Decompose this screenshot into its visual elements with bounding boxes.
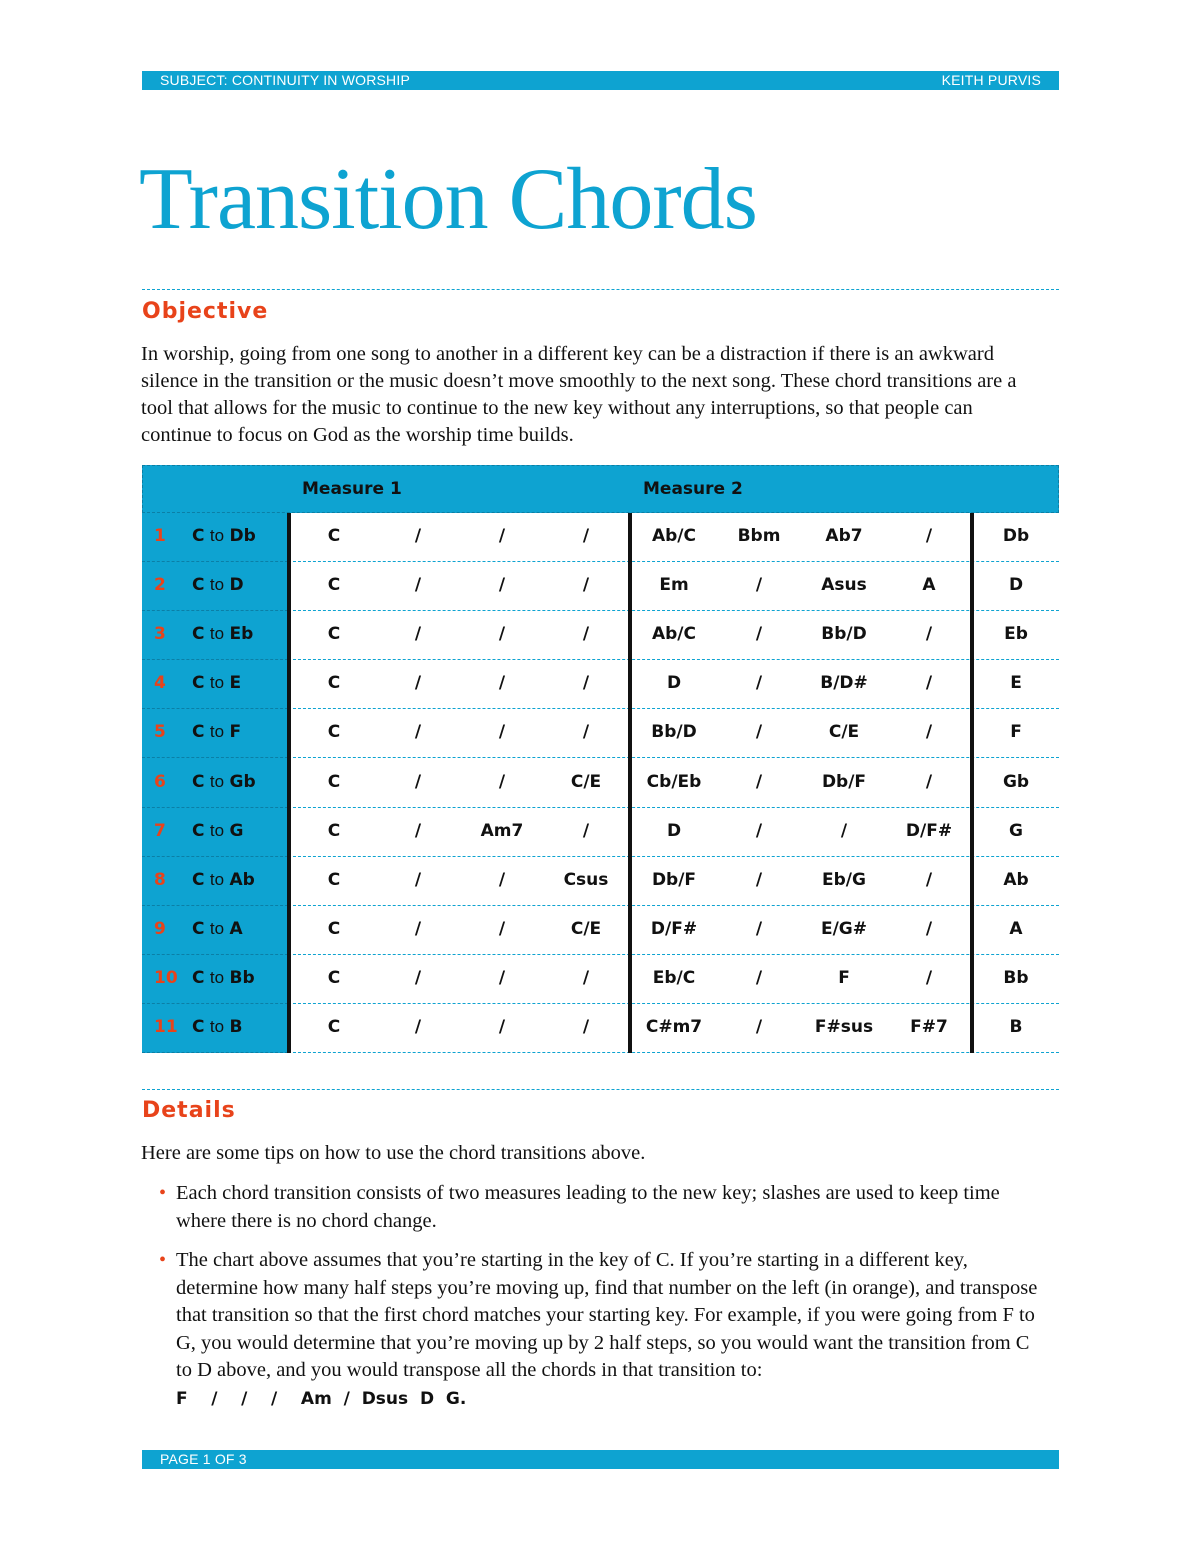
- measure-1-chord: /: [414, 918, 422, 939]
- target-key: Db: [229, 526, 256, 546]
- measure-2-chord: /: [840, 820, 848, 841]
- measure-1-chord: /: [582, 673, 590, 694]
- transition-label: [192, 526, 256, 546]
- target-chord: B: [1009, 1017, 1023, 1037]
- measure-2-chord: /: [755, 722, 763, 743]
- measure-2-chord: /: [755, 967, 763, 988]
- target-chord: Db: [1002, 526, 1030, 546]
- measure-2-chord: /: [925, 771, 933, 792]
- to-word: to: [209, 820, 225, 840]
- example-chords: F / / / Am / Dsus D G.: [176, 1388, 467, 1409]
- measure-1-chord: /: [498, 624, 506, 645]
- measure-2-chord: D/F#: [905, 820, 953, 841]
- row-number: 10: [154, 967, 178, 988]
- measure-1-chord: C: [327, 673, 341, 694]
- details-heading: Details: [142, 1098, 236, 1123]
- measure-1-chord: C: [327, 526, 341, 546]
- measure-1-chord: /: [582, 820, 590, 841]
- measure-1-chord: C: [327, 967, 341, 988]
- measure-1-chord: /: [582, 526, 590, 546]
- header-subject: SUBJECT: CONTINUITY IN WORSHIP: [160, 72, 410, 88]
- measure-1-chord: C: [327, 575, 341, 596]
- to-word: to: [209, 771, 225, 791]
- measure-1-chord: /: [498, 526, 506, 546]
- details-intro: Here are some tips on how to use the chord transitions above.: [141, 1142, 646, 1164]
- measure-2-chord: F: [838, 967, 850, 988]
- target-key: B: [229, 1017, 243, 1037]
- measure-2-chord: /: [755, 918, 763, 939]
- target-chord: F: [1010, 722, 1022, 743]
- measure-1-chord: C: [327, 771, 341, 792]
- measure-2-chord: Ab/C: [651, 624, 696, 645]
- footer-band: [142, 1450, 1059, 1469]
- from-key: C: [192, 918, 205, 939]
- measure-1-chord: /: [414, 526, 422, 546]
- from-key: C: [192, 575, 205, 596]
- tip-item: [158, 1180, 1048, 1235]
- to-word: to: [209, 1017, 225, 1036]
- target-key: Eb: [229, 624, 254, 645]
- to-word: to: [209, 918, 225, 938]
- measure-1-chord: /: [414, 1017, 422, 1037]
- target-chord: E: [1010, 673, 1022, 694]
- measure-1-chord: /: [498, 1017, 506, 1037]
- measure-2-chord: /: [925, 869, 933, 890]
- measure-2-chord: Asus: [821, 575, 867, 596]
- measure-1-chord: /: [414, 820, 422, 841]
- measure-1-chord: /: [582, 1017, 590, 1037]
- measure-2-chord: F#sus: [814, 1017, 874, 1037]
- chord-table: [142, 465, 1059, 1053]
- transition-label: [192, 821, 243, 841]
- table-row: [142, 513, 1059, 562]
- measure-1-chord: /: [498, 918, 506, 939]
- header-author: KEITH PURVIS: [941, 72, 1041, 88]
- target-chord: Bb: [1003, 967, 1029, 988]
- measure-2-chord: Ab/C: [651, 526, 696, 546]
- measure-1-chord: /: [414, 869, 422, 890]
- measure-2-chord: A: [922, 575, 936, 596]
- table-row: [142, 1004, 1059, 1053]
- target-key: A: [229, 918, 243, 939]
- row-number: 6: [154, 771, 166, 792]
- measure-1-chord: /: [498, 673, 506, 694]
- from-key: C: [192, 722, 205, 743]
- table-row: [142, 906, 1059, 955]
- measure-2-chord: C/E: [828, 722, 860, 743]
- measure-1-chord: C: [327, 869, 341, 890]
- table-row: [142, 611, 1059, 660]
- target-key: Gb: [229, 771, 256, 792]
- target-key: Ab: [229, 869, 255, 890]
- measure-1-chord: /: [582, 722, 590, 743]
- from-key: C: [192, 526, 205, 546]
- row-number: 1: [154, 526, 166, 546]
- transition-label: [192, 919, 243, 939]
- tip-text: Each chord transition consists of two measures leading to the new key; slashes are used to keep time where there is no chord change.: [176, 1182, 1000, 1232]
- table-row: [142, 955, 1059, 1004]
- row-number: 7: [154, 820, 166, 841]
- row-number: 2: [154, 575, 166, 596]
- measure-2-chord: /: [755, 624, 763, 645]
- row-divider: [142, 1052, 288, 1053]
- measure-1-chord: /: [414, 624, 422, 645]
- measure-1-chord: C: [327, 1017, 341, 1037]
- target-chord: D: [1008, 575, 1024, 596]
- measure-1-chord: /: [414, 575, 422, 596]
- objective-heading: Objective: [142, 299, 269, 324]
- page-number: PAGE 1 OF 3: [160, 1451, 247, 1467]
- measure-2-chord: Bbm: [737, 526, 781, 546]
- to-word: to: [209, 526, 225, 545]
- measure-2-chord: E/G#: [820, 918, 868, 939]
- bullet-icon: •: [159, 1182, 167, 1204]
- measure-1-chord: C/E: [570, 771, 602, 792]
- measure-1-chord: /: [414, 967, 422, 988]
- measure-1-chord: /: [582, 575, 590, 596]
- divider-line: [628, 513, 632, 1053]
- divider-line: [970, 513, 974, 1053]
- target-key: E: [229, 673, 242, 694]
- measure-2-chord: /: [755, 1017, 763, 1037]
- measure-1-chord: Am7: [480, 820, 524, 841]
- objective-text: In worship, going from one song to another in a different key can be a distraction if there is an awkward silence in the transition or the music doesn’t move smoothly to the next song. These chord transitions are a tool that allows for the music to continue to the new key without any interruptions, so that people can continue to focus on God as the worship time builds.: [141, 343, 1017, 446]
- row-divider: [288, 1052, 1059, 1053]
- measure-1-chord: C: [327, 918, 341, 939]
- measure-1-chord: C: [327, 624, 341, 645]
- measure-2-chord: /: [925, 722, 933, 743]
- tip-item: [158, 1247, 1048, 1413]
- table-row: [142, 660, 1059, 709]
- measure-2-chord: Eb/C: [652, 967, 696, 988]
- measure-1-chord: /: [414, 771, 422, 792]
- measure-1-chord: /: [498, 869, 506, 890]
- measure-2-chord: Em: [659, 575, 689, 596]
- to-word: to: [209, 624, 225, 644]
- transition-label: [192, 575, 244, 595]
- measure-1-chord: /: [582, 624, 590, 645]
- target-chord: Ab: [1003, 869, 1029, 890]
- divider: [142, 1089, 1059, 1090]
- from-key: C: [192, 771, 205, 792]
- measure-2-chord: /: [925, 918, 933, 939]
- measure-2-chord: Ab7: [825, 526, 863, 546]
- table-row: [142, 562, 1059, 611]
- target-key: F: [229, 722, 242, 743]
- measure-2-chord: Bb/D: [821, 624, 867, 645]
- measure-2-chord: /: [925, 526, 933, 546]
- measure-2-chord: /: [925, 967, 933, 988]
- row-number: 4: [154, 673, 166, 694]
- measure-1-chord: /: [582, 967, 590, 988]
- measure-2-chord: /: [755, 673, 763, 694]
- transition-label: [192, 870, 255, 890]
- measure-2-chord: Db/F: [821, 771, 867, 792]
- measure-2-chord: /: [755, 575, 763, 596]
- to-word: to: [209, 575, 225, 595]
- target-chord: A: [1009, 918, 1023, 939]
- table-header: [142, 465, 1059, 513]
- measure-2-chord: Eb/G: [822, 869, 866, 890]
- from-key: C: [192, 869, 205, 890]
- bullet-icon: •: [159, 1249, 167, 1271]
- target-key: D: [229, 575, 244, 596]
- table-row: [142, 759, 1059, 808]
- measure-2-chord: B/D#: [820, 673, 868, 694]
- from-key: C: [192, 673, 205, 694]
- target-chord: Gb: [1002, 771, 1030, 792]
- from-key: C: [192, 624, 205, 645]
- target-key: G: [229, 820, 244, 841]
- header-band: [142, 71, 1059, 90]
- measure-2-label: Measure 2: [643, 479, 743, 499]
- row-number: 8: [154, 869, 166, 890]
- transition-label: [192, 624, 253, 644]
- measure-2-chord: /: [755, 820, 763, 841]
- measure-2-chord: Bb/D: [651, 722, 697, 743]
- table-row: [142, 808, 1059, 857]
- target-chord: Eb: [1004, 624, 1028, 645]
- to-word: to: [209, 722, 225, 742]
- measure-1-chord: /: [414, 673, 422, 694]
- page-title: Transition Chords: [139, 151, 757, 248]
- divider-line: [287, 513, 291, 1053]
- from-key: C: [192, 967, 205, 988]
- measure-2-chord: D: [666, 820, 682, 841]
- table-row: [142, 709, 1059, 758]
- to-word: to: [209, 869, 225, 889]
- transition-label: [192, 772, 256, 792]
- measure-2-chord: Cb/Eb: [646, 771, 702, 792]
- transition-label: [192, 722, 241, 742]
- measure-2-chord: /: [925, 673, 933, 694]
- measure-1-chord: C: [327, 722, 341, 743]
- measure-1-chord: /: [414, 722, 422, 743]
- measure-1-chord: /: [498, 575, 506, 596]
- measure-2-chord: F#7: [910, 1017, 948, 1037]
- measure-1-chord: /: [498, 722, 506, 743]
- from-key: C: [192, 820, 205, 841]
- measure-1-label: Measure 1: [302, 479, 402, 499]
- measure-2-chord: /: [755, 869, 763, 890]
- measure-2-chord: D: [666, 673, 682, 694]
- to-word: to: [209, 673, 225, 693]
- measure-1-chord: C: [327, 820, 341, 841]
- measure-2-chord: Db/F: [651, 869, 697, 890]
- transition-label: [192, 673, 241, 693]
- tip-text: The chart above assumes that you’re starting in the key of C. If you’re starting in a different key, determine how many half steps you’re moving up, find that number on the left (in orange), and transpose that transition so that the first chord matches your starting key. For example, if you were going from F to G, you would determine that you’re moving up by 2 half steps, so you would want the transition from C to D above, and you would transpose all the chords in that transition to:: [176, 1249, 1038, 1381]
- transition-label: [192, 968, 255, 988]
- row-number: 11: [154, 1017, 178, 1037]
- from-key: C: [192, 1017, 205, 1037]
- to-word: to: [209, 967, 225, 987]
- transition-label: [192, 1017, 242, 1037]
- measure-1-chord: C/E: [570, 918, 602, 939]
- row-number: 5: [154, 722, 166, 743]
- target-key: Bb: [229, 967, 255, 988]
- measure-2-chord: /: [755, 771, 763, 792]
- tips-list: [158, 1180, 1048, 1413]
- measure-1-chord: /: [498, 967, 506, 988]
- measure-1-chord: /: [498, 771, 506, 792]
- measure-2-chord: D/F#: [650, 918, 698, 939]
- row-number: 9: [154, 918, 166, 939]
- measure-1-chord: Csus: [563, 869, 609, 890]
- target-chord: G: [1009, 820, 1023, 841]
- measure-2-chord: C#m7: [645, 1017, 703, 1037]
- row-number: 3: [154, 624, 166, 645]
- measure-2-chord: /: [925, 624, 933, 645]
- table-row: [142, 857, 1059, 906]
- divider: [142, 289, 1059, 290]
